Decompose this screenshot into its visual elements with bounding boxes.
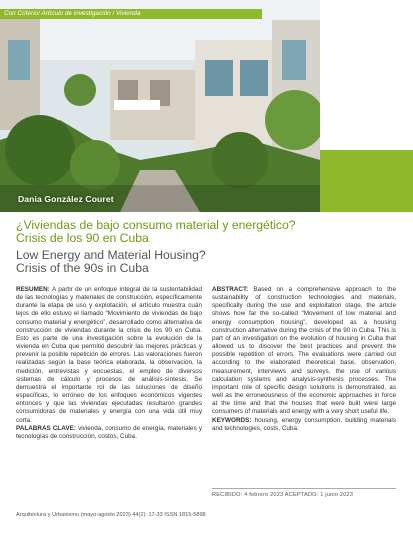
palabras-clave-text: vivienda, consumo de energía, materiales y tecnologías de construcción, costos, Cuba. xyxy=(16,424,202,440)
resumen-column xyxy=(16,286,202,441)
abstract-text: Based on a comprehensive approach to the sustainability of construction technologies and materials, specifically during the use and exploitation stage, the article shows how far the so-called “Movement of low material and energy consumption housing”, developed as a housing construction alternative during the crisis of the 90 in Cuba. This is part of an investigation on the evolution of housing in Cuba that allowed us to discover the best practices and prevent the possible repetition of errors. The evaluations were carried out according to the elaborated theoretical base, observation, measurement, interviews and surveys, the use of various calculation systems and analysis-synthesis processes. The important role of specific design solutions is demonstrated, as well as the erroneousness of the economic approaches in force at the time and that the houses that were built were large consumers of materials and energy with a very short useful life. xyxy=(212,286,396,416)
resumen-paragraph xyxy=(16,286,202,425)
title-spanish-line1: ¿Viviendas de bajo consumo material y energético? xyxy=(16,218,296,232)
breadcrumb: Con Criterio/ Artículo de investigación / Vivienda xyxy=(0,9,262,19)
received-accepted-dates: RECIBIDO: 4 febrero 2023 ACEPTADO: 1 junio 2023 xyxy=(212,488,396,498)
title-english-line1: Low Energy and Material Housing? xyxy=(16,248,206,262)
title-english xyxy=(16,249,396,276)
keywords-text: housing, energy consumption, building materials and technologies, costs, Cuba. xyxy=(212,416,397,432)
author-name: Dania González Couret xyxy=(18,194,114,204)
resumen-text: A partir de un enfoque integral de la sustentabilidad de las tecnologías y materiales de construcción, específicamente durante la etapa de uso y explotación, el artículo muestra cuán lejos de ello estuvo el llamado “Movimiento de viviendas de bajo consumo material y energético”, desarrollado como alternativa de construcción de viviendas durante la crisis de los 90 en Cuba. Esto es parte de una investigación sobre la evolución de la vivienda en Cuba que permitió descubrir las mejores prácticas y prevenir la posible repetición de errores. Las valoraciones fueron realizadas según la base teórica elaborada, la observación, la medición, entrevistas y encuestas, el empleo de diversos sistemas de cálculo y procesos de análisis-síntesis. Se demuestra el importante rol de las soluciones de diseño específicas, lo erróneo de los enfoques económicos vigentes entonces y que las viviendas ejecutadas resultaron grandes consumidoras de materiales y energía con una vida útil muy corta. xyxy=(16,286,202,424)
abstract-paragraph xyxy=(212,286,396,417)
abstract-label: ABSTRACT: xyxy=(212,286,249,293)
resumen-label: RESUMEN: xyxy=(16,286,50,293)
abstract-column xyxy=(212,286,396,433)
palabras-clave xyxy=(16,425,202,441)
accent-block xyxy=(320,150,413,212)
title-english-line2: Crisis of the 90s in Cuba xyxy=(16,261,149,276)
keywords-label: KEYWORDS: xyxy=(212,416,252,424)
journal-footer: Arquitectura y Urbanismo (mayo-agosto 2023) 44(2): 17-33 ISSN 1815-5898 xyxy=(16,512,206,518)
cover-photo xyxy=(0,0,320,212)
title-spanish-line2: Crisis de los 90 en Cuba xyxy=(16,231,149,246)
palabras-clave-label: PALABRAS CLAVE: xyxy=(16,424,76,432)
keywords xyxy=(212,417,396,433)
photo-illustration xyxy=(0,0,320,212)
title-spanish xyxy=(16,219,396,246)
